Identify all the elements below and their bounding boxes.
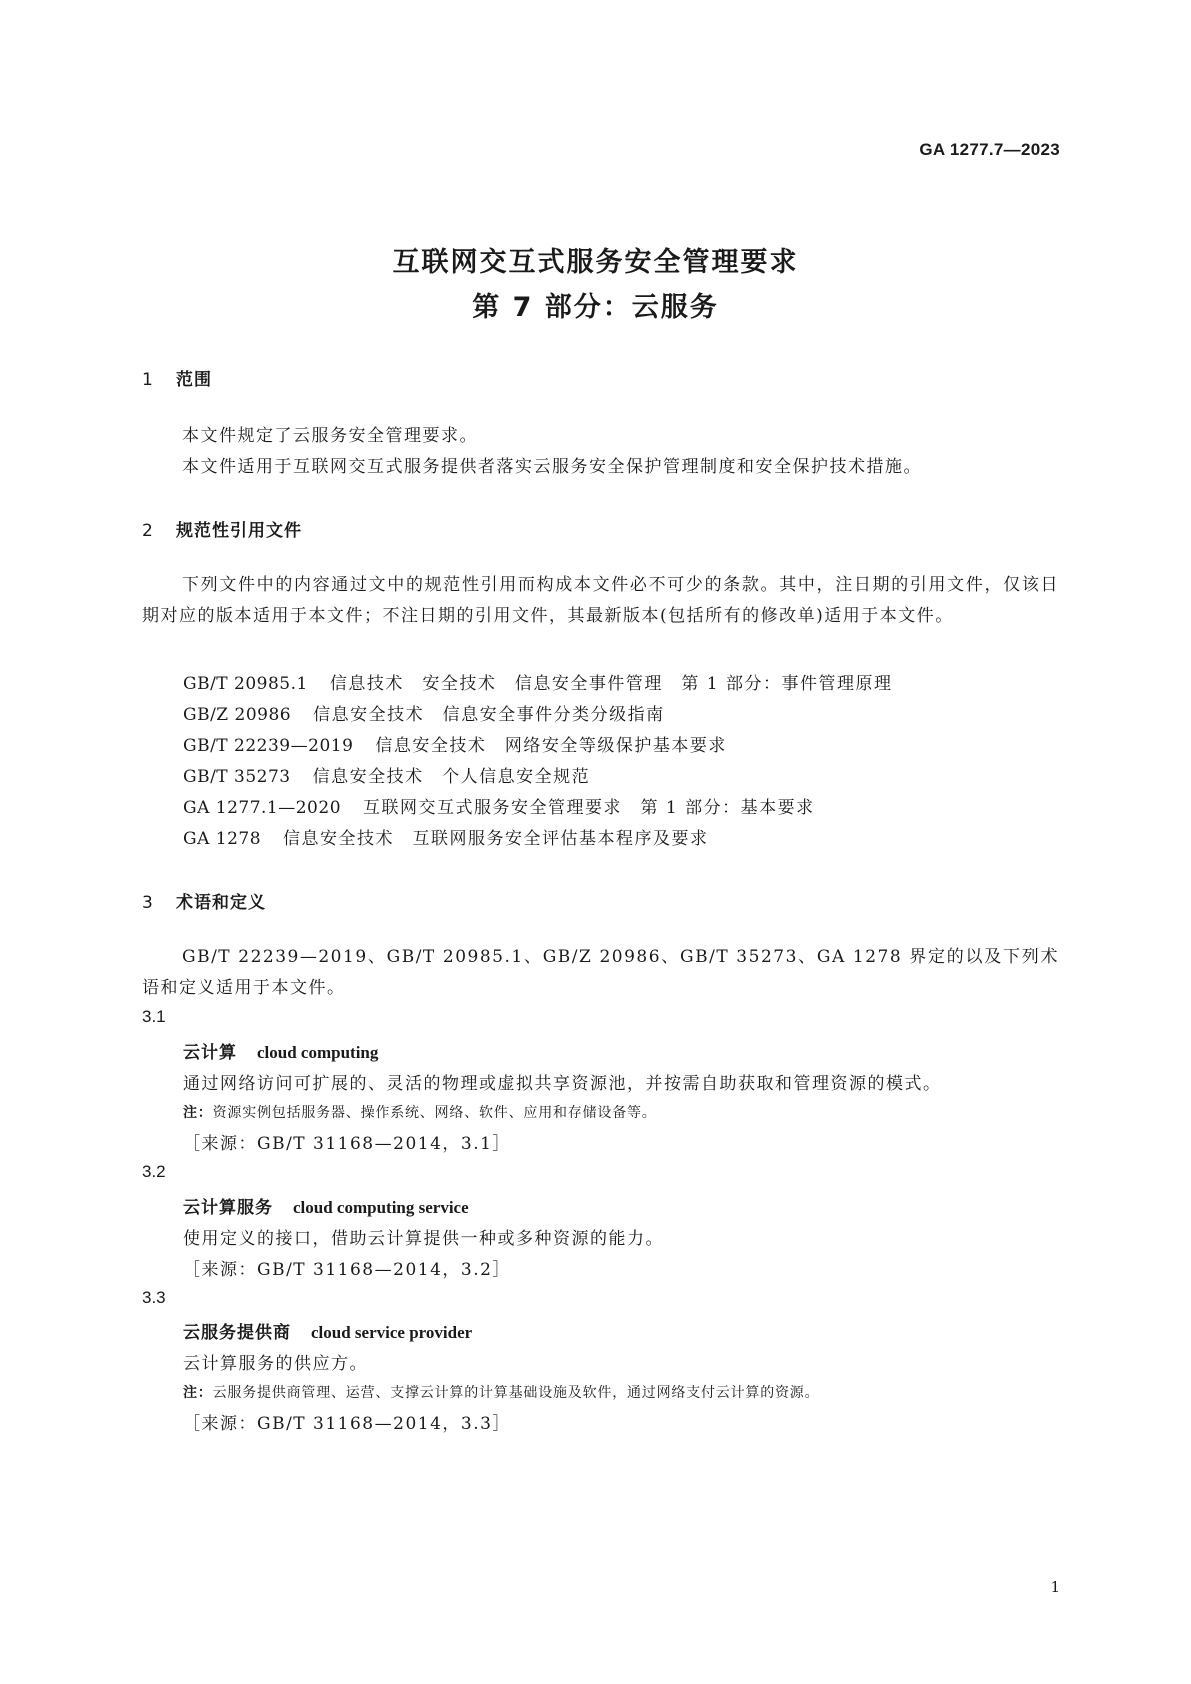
section-heading-normative-references bbox=[142, 516, 302, 541]
term-source: ［来源：GB/T 31168—2014，3.2］ bbox=[183, 1260, 511, 1280]
note-label: 注： bbox=[183, 1385, 213, 1401]
reference-code: GA 1278 bbox=[183, 829, 262, 849]
term-name-zh: 云计算服务 bbox=[183, 1198, 273, 1218]
reference-code: GB/T 22239—2019 bbox=[183, 736, 354, 756]
reference-title: 互联网交互式服务安全管理要求 第 1 部分：基本要求 bbox=[363, 798, 815, 818]
term-name bbox=[183, 1193, 469, 1218]
reference-item bbox=[183, 762, 590, 787]
reference-title: 信息安全技术 互联网服务安全评估基本程序及要求 bbox=[283, 829, 709, 849]
reference-title: 信息安全技术 网络安全等级保护基本要求 bbox=[375, 736, 727, 756]
term-name-en: cloud computing bbox=[257, 1043, 379, 1062]
note-label: 注： bbox=[183, 1105, 213, 1121]
term-note bbox=[183, 1382, 819, 1402]
section-heading-scope bbox=[142, 365, 212, 390]
reference-code: GB/T 20985.1 bbox=[183, 674, 308, 694]
section-number: 2 bbox=[142, 521, 154, 541]
term-number: 3.1 bbox=[142, 1007, 166, 1026]
reference-item bbox=[183, 824, 709, 849]
reference-item bbox=[183, 793, 815, 818]
page-number: 1 bbox=[1050, 1578, 1060, 1596]
term-definition: 通过网络访问可扩展的、灵活的物理或虚拟共享资源池，并按需自助获取和管理资源的模式。 bbox=[183, 1074, 942, 1094]
term-note bbox=[183, 1102, 657, 1122]
note-text: 资源实例包括服务器、操作系统、网络、软件、应用和存储设备等。 bbox=[212, 1105, 657, 1121]
scope-paragraph-2: 本文件适用于互联网交互式服务提供者落实云服务安全保护管理制度和安全保护技术措施。 bbox=[182, 457, 922, 477]
reference-title: 信息安全技术 信息安全事件分类分级指南 bbox=[313, 705, 665, 725]
scope-paragraph-1: 本文件规定了云服务安全管理要求。 bbox=[182, 426, 478, 446]
reference-title: 信息安全技术 个人信息安全规范 bbox=[312, 767, 591, 787]
section-number: 1 bbox=[142, 370, 154, 390]
term-number: 3.3 bbox=[142, 1288, 166, 1307]
section-title: 术语和定义 bbox=[176, 893, 266, 913]
term-name bbox=[183, 1038, 378, 1063]
reference-item bbox=[183, 669, 892, 694]
reference-item bbox=[183, 731, 727, 756]
term-name-en: cloud computing service bbox=[293, 1198, 469, 1217]
reference-code: GA 1277.1—2020 bbox=[183, 798, 342, 818]
note-text: 云服务提供商管理、运营、支撑云计算的计算基础设施及软件，通过网络支付云计算的资源。 bbox=[212, 1385, 820, 1401]
term-definition: 使用定义的接口，借助云计算提供一种或多种资源的能力。 bbox=[183, 1229, 664, 1249]
section-heading-terms bbox=[142, 888, 266, 913]
reference-code: GB/T 35273 bbox=[183, 767, 291, 787]
section-title: 规范性引用文件 bbox=[176, 521, 302, 541]
document-title: 互联网交互式服务安全管理要求 bbox=[392, 247, 799, 278]
document-subtitle: 第 7 部分：云服务 bbox=[472, 292, 719, 323]
term-name bbox=[183, 1318, 472, 1343]
term-name-en: cloud service provider bbox=[311, 1323, 473, 1342]
reference-code: GB/Z 20986 bbox=[183, 705, 292, 725]
references-intro-paragraph: 下列文件中的内容通过文中的规范性引用而构成本文件必不可少的条款。其中，注日期的引用文件，仅该日期对应的版本适用于本文件；不注日期的引用文件，其最新版本(包括所有的修改单)适用于本文件。 bbox=[142, 575, 1059, 626]
term-definition: 云计算服务的供应方。 bbox=[183, 1354, 368, 1374]
section-title: 范围 bbox=[176, 370, 212, 390]
term-number: 3.2 bbox=[142, 1162, 166, 1181]
section-number: 3 bbox=[142, 893, 154, 913]
term-source: ［来源：GB/T 31168—2014，3.1］ bbox=[183, 1134, 511, 1154]
terms-intro-paragraph: GB/T 22239—2019、GB/T 20985.1、GB/Z 20986、GB/T 35273、GA 1278 界定的以及下列术语和定义适用于本文件。 bbox=[142, 947, 1059, 998]
term-source: ［来源：GB/T 31168—2014，3.3］ bbox=[183, 1414, 511, 1434]
reference-item bbox=[183, 700, 665, 725]
standard-code: GA 1277.7—2023 bbox=[919, 140, 1060, 159]
reference-title: 信息技术 安全技术 信息安全事件管理 第 1 部分：事件管理原理 bbox=[329, 674, 893, 694]
term-name-zh: 云计算 bbox=[183, 1043, 237, 1063]
term-name-zh: 云服务提供商 bbox=[183, 1323, 291, 1343]
